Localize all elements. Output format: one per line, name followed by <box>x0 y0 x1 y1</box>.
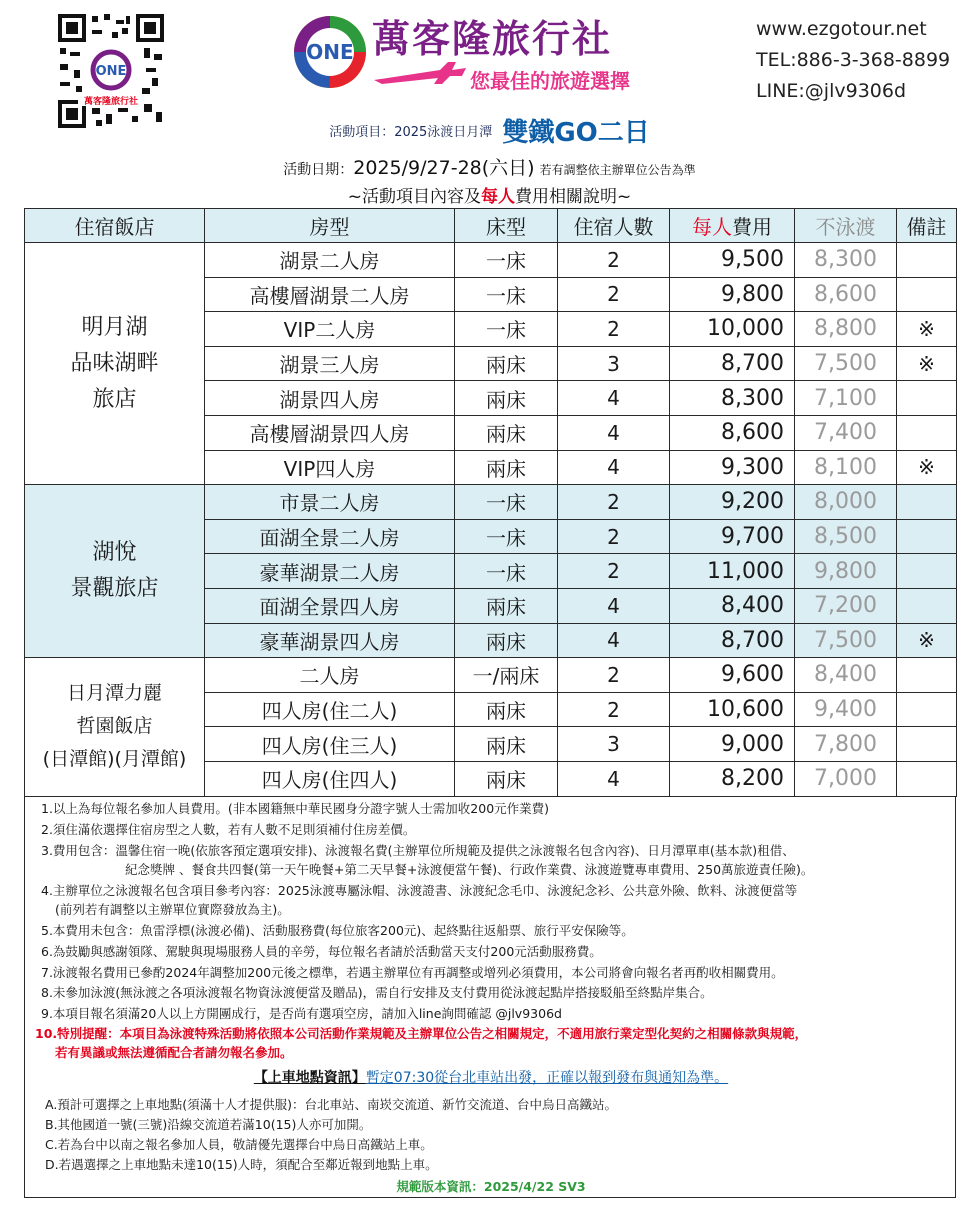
header-note: 備註 <box>897 209 957 243</box>
hotel-name-cell <box>25 243 205 485</box>
no-swim-fee-cell: 8,500 <box>795 519 897 554</box>
room-type-cell: 市景二人房 <box>205 485 455 520</box>
note-mark-cell: ※ <box>897 450 957 485</box>
header-hotel: 住宿飯店 <box>25 209 205 243</box>
table-row <box>25 243 957 278</box>
note-5: 5.本費用未包含：魚雷浮標(泳渡必備)、活動服務費(每位旅客200元)、起終點往返船票、旅行平安保險等。 <box>41 923 634 938</box>
contact-block <box>756 14 950 107</box>
hotel-name-cell <box>25 485 205 658</box>
people-cell: 2 <box>558 277 670 312</box>
brand-slogan: 您最佳的旅遊選擇 <box>470 69 630 93</box>
room-type-cell: VIP二人房 <box>205 312 455 347</box>
room-type-cell: 面湖全景二人房 <box>205 519 455 554</box>
brand-logo <box>290 8 650 100</box>
note-mark-cell <box>897 588 957 623</box>
room-type-cell: VIP四人房 <box>205 450 455 485</box>
hotel-name-cell <box>25 658 205 796</box>
bed-type-cell: 兩床 <box>455 346 558 381</box>
no-swim-fee-cell: 8,400 <box>795 658 897 693</box>
people-cell: 2 <box>558 554 670 589</box>
table-header-row <box>25 209 957 243</box>
bed-type-cell: 兩床 <box>455 415 558 450</box>
activity-date: 活動日期：2025/9/27-28(六日) 若有調整依主辦單位公告為準 <box>283 157 696 179</box>
note-mark-cell <box>897 727 957 762</box>
note-10-cont: 若有異議或無法遵循配合者請勿報名參加。 <box>55 1045 293 1060</box>
people-cell: 4 <box>558 450 670 485</box>
note-mark-cell <box>897 658 957 693</box>
header-bed: 床型 <box>455 209 558 243</box>
note-9: 9.本項目報名須滿20人以上方開團成行，是否尚有選項空房，請加入line詢問確認 @jlv9306d <box>41 1006 562 1021</box>
fee-cell: 8,700 <box>670 346 795 381</box>
line-id: LINE:@jlv9306d <box>756 80 907 102</box>
no-swim-fee-cell: 8,600 <box>795 277 897 312</box>
note-6: 6.為鼓勵與感謝領隊、駕駛與現場服務人員的辛勞，每位報名者請於活動當天支付200元活動服務費。 <box>41 944 602 959</box>
no-swim-fee-cell: 7,000 <box>795 761 897 796</box>
bed-type-cell: 一床 <box>455 312 558 347</box>
fee-cell: 9,800 <box>670 277 795 312</box>
people-cell: 4 <box>558 761 670 796</box>
note-2: 2.須住滿依選擇住宿房型之人數，若有人數不足則須補付住房差價。 <box>41 822 416 837</box>
no-swim-fee-cell: 7,500 <box>795 346 897 381</box>
note-mark-cell <box>897 761 957 796</box>
note-mark-cell: ※ <box>897 623 957 658</box>
people-cell: 3 <box>558 727 670 762</box>
note-4: 4.主辦單位之泳渡報名包含項目參考內容：2025泳渡專屬泳帽、泳渡證書、泳渡紀念毛巾、泳渡紀念衫、公共意外險、飲料、泳渡便當等 <box>41 883 798 898</box>
fee-cell: 9,300 <box>670 450 795 485</box>
note-4-cont: (前列若有調整以主辦單位實際發放為主)。 <box>55 902 290 917</box>
room-type-cell: 湖景四人房 <box>205 381 455 416</box>
fee-cell: 9,500 <box>670 243 795 278</box>
people-cell: 3 <box>558 346 670 381</box>
note-mark-cell <box>897 277 957 312</box>
qr-caption: 萬客隆旅行社 <box>83 97 139 107</box>
note-mark-cell <box>897 485 957 520</box>
note-mark-cell: ※ <box>897 312 957 347</box>
no-swim-fee-cell: 8,300 <box>795 243 897 278</box>
room-type-cell: 面湖全景四人房 <box>205 588 455 623</box>
activity-title: 雙鐵GO二日 <box>502 118 650 148</box>
note-10: 10.特別提醒：本項目為泳渡特殊活動將依照本公司活動作業規範及主辦單位公告之相關規定，不適用旅行業定型化契約之相關條款與規範， <box>35 1026 808 1041</box>
hotel-name-line: (日潭館)(月潭館) <box>42 748 187 771</box>
table-row <box>25 658 957 693</box>
fee-cell: 9,200 <box>670 485 795 520</box>
fee-cell: 8,700 <box>670 623 795 658</box>
bed-type-cell: 兩床 <box>455 727 558 762</box>
fee-cell: 10,600 <box>670 692 795 727</box>
no-swim-fee-cell: 8,000 <box>795 485 897 520</box>
room-type-cell: 豪華湖景四人房 <box>205 623 455 658</box>
table-row <box>25 485 957 520</box>
bed-type-cell: 兩床 <box>455 623 558 658</box>
hotel-name-line: 日月潭力麗 <box>66 682 162 705</box>
no-swim-fee-cell: 9,400 <box>795 692 897 727</box>
activity-item: 活動項目：2025泳渡日月潭 雙鐵GO二日 <box>329 118 650 148</box>
fee-cell: 9,600 <box>670 658 795 693</box>
room-type-cell: 豪華湖景二人房 <box>205 554 455 589</box>
no-swim-fee-cell: 7,400 <box>795 415 897 450</box>
no-swim-fee-cell: 8,800 <box>795 312 897 347</box>
fee-cell: 11,000 <box>670 554 795 589</box>
note-mark-cell <box>897 519 957 554</box>
room-type-cell: 四人房(住三人) <box>205 727 455 762</box>
bed-type-cell: 兩床 <box>455 761 558 796</box>
no-swim-fee-cell: 9,800 <box>795 554 897 589</box>
header-people: 住宿人數 <box>558 209 670 243</box>
fee-cell: 8,600 <box>670 415 795 450</box>
note-3-cont: 紀念獎牌 、餐食共四餐(第一天午晚餐+第二天早餐+泳渡便當午餐)、行政作業費、泳渡遊覽專車費用、250萬旅遊責任險)。 <box>125 862 814 877</box>
pickup-title: 【上車地點資訊】暫定07:30從台北車站出發，正確以報到發布與通知為準。 <box>253 1070 729 1086</box>
fee-cell: 8,300 <box>670 381 795 416</box>
notes-box <box>24 796 956 1198</box>
note-mark-cell: ※ <box>897 346 957 381</box>
svg-text:ONE: ONE <box>95 64 127 79</box>
people-cell: 2 <box>558 243 670 278</box>
fee-cell: 10,000 <box>670 312 795 347</box>
website-link[interactable]: www.ezgotour.net <box>756 18 927 40</box>
price-subtitle: ~活動項目內容及每人費用相關說明~ <box>347 187 632 207</box>
room-type-cell: 二人房 <box>205 658 455 693</box>
bed-type-cell: 一/兩床 <box>455 658 558 693</box>
no-swim-fee-cell: 8,100 <box>795 450 897 485</box>
fee-cell: 9,000 <box>670 727 795 762</box>
note-mark-cell <box>897 554 957 589</box>
bed-type-cell: 一床 <box>455 554 558 589</box>
room-type-cell: 四人房(住二人) <box>205 692 455 727</box>
room-type-cell: 高樓層湖景二人房 <box>205 277 455 312</box>
fee-cell: 8,200 <box>670 761 795 796</box>
note-3: 3.費用包含：溫馨住宿一晚(依旅客預定選項安排)、泳渡報名費(主辦單位所規範及提供之泳渡報名包含內容)、日月潭單車(基本款)租借、 <box>41 843 795 858</box>
people-cell: 2 <box>558 692 670 727</box>
price-table <box>24 208 957 797</box>
people-cell: 2 <box>558 658 670 693</box>
room-type-cell: 湖景二人房 <box>205 243 455 278</box>
people-cell: 4 <box>558 381 670 416</box>
people-cell: 4 <box>558 623 670 658</box>
people-cell: 4 <box>558 415 670 450</box>
people-cell: 2 <box>558 485 670 520</box>
pickup-c: C.若為台中以南之報名參加人員，敬請優先選擇台中烏日高鐵站上車。 <box>45 1137 433 1152</box>
hotel-name-line: 品味湖畔 <box>70 350 159 376</box>
fee-cell: 8,400 <box>670 588 795 623</box>
note-mark-cell <box>897 415 957 450</box>
people-cell: 2 <box>558 312 670 347</box>
note-mark-cell <box>897 692 957 727</box>
bed-type-cell: 兩床 <box>455 381 558 416</box>
pickup-d: D.若遇選擇之上車地點未達10(15)人時，須配合至鄰近報到地點上車。 <box>45 1157 438 1172</box>
room-type-cell: 四人房(住四人) <box>205 761 455 796</box>
fee-cell: 9,700 <box>670 519 795 554</box>
hotel-name-line: 哲園飯店 <box>76 715 153 738</box>
people-cell: 4 <box>558 588 670 623</box>
note-7: 7.泳渡報名費用已參酌2024年調整加200元後之標準，若遇主辦單位有再調整或增列必須費用，本公司將會向報名者再酌收相關費用。 <box>41 965 784 980</box>
bed-type-cell: 一床 <box>455 277 558 312</box>
note-8: 8.未參加泳渡(無泳渡之各項泳渡報名物資泳渡便當及贈品)，需自行安排及支付費用從泳渡起點岸搭接駁船至終點岸集合。 <box>41 985 713 1000</box>
hotel-name-line: 明月湖 <box>81 314 148 340</box>
bed-type-cell: 一床 <box>455 485 558 520</box>
no-swim-fee-cell: 7,800 <box>795 727 897 762</box>
svg-text:ONE: ONE <box>306 40 354 64</box>
no-swim-fee-cell: 7,500 <box>795 623 897 658</box>
hotel-name-line: 旅店 <box>92 386 137 412</box>
pickup-b: B.其他國道一號(三號)沿線交流道若滿10(15)人亦可加開。 <box>45 1117 372 1132</box>
no-swim-fee-cell: 7,200 <box>795 588 897 623</box>
hotel-name-line: 景觀旅店 <box>70 576 159 602</box>
note-1: 1.以上為每位報名參加人員費用。(非本國籍無中華民國身分證字號人士需加收200元作業費) <box>41 801 550 816</box>
bed-type-cell: 兩床 <box>455 692 558 727</box>
note-mark-cell <box>897 243 957 278</box>
hotel-name-line: 湖悅 <box>92 540 137 566</box>
people-cell: 2 <box>558 519 670 554</box>
brand-name: 萬客隆旅行社 <box>372 17 613 61</box>
bed-type-cell: 兩床 <box>455 450 558 485</box>
bed-type-cell: 一床 <box>455 519 558 554</box>
room-type-cell: 湖景三人房 <box>205 346 455 381</box>
telephone: TEL:886-3-368-8899 <box>756 49 951 71</box>
bed-type-cell: 一床 <box>455 243 558 278</box>
bed-type-cell: 兩床 <box>455 588 558 623</box>
header-fee: 每人費用 <box>670 209 795 243</box>
note-mark-cell <box>897 381 957 416</box>
pickup-a: A.預計可選擇之上車地點(須滿十人才提供服)：台北車站、南崁交流道、新竹交流道、台中烏日高鐵站。 <box>45 1097 618 1112</box>
room-type-cell: 高樓層湖景四人房 <box>205 415 455 450</box>
no-swim-fee-cell: 7,100 <box>795 381 897 416</box>
version-footer: 規範版本資訊：2025/4/22 SV3 <box>396 1179 586 1194</box>
header-room: 房型 <box>205 209 455 243</box>
header-no-swim: 不泳渡 <box>795 209 897 243</box>
